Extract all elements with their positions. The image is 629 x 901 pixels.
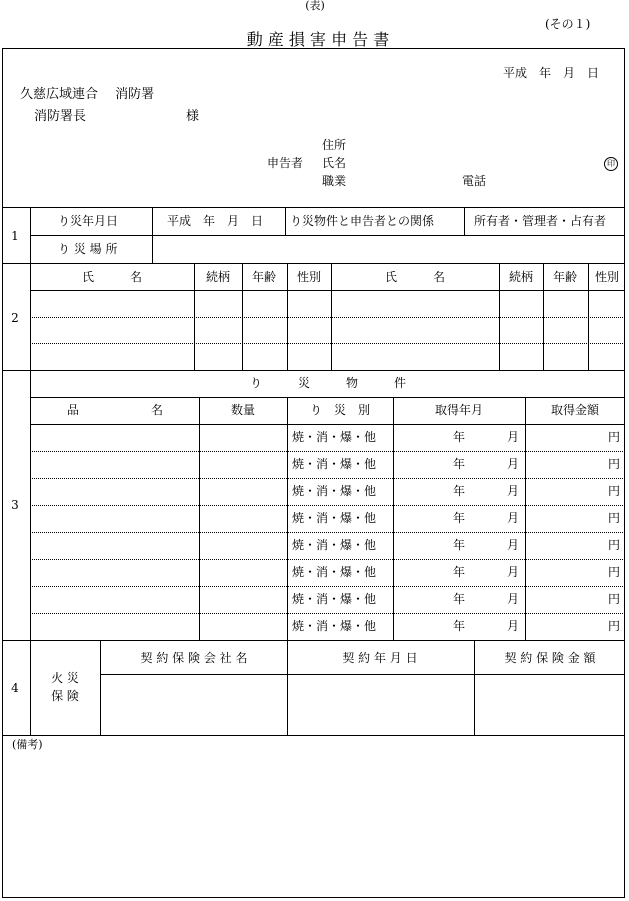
year-unit: 年 [453,619,466,633]
yen-unit: 円 [608,511,621,525]
year-unit: 年 [453,538,466,552]
col-age-1: 年齢 [251,270,277,284]
col-insurer-name: 契 約 保 険 会 社 名 [140,651,248,665]
year-unit: 年 [453,511,466,525]
damage-type-option[interactable]: 焼・消・爆・他 [292,457,377,471]
year-unit: 年 [453,430,466,444]
col-contract-date: 契 約 年 月 日 [342,651,418,665]
col-sex-2: 性別 [594,270,620,284]
divider-section4 [2,735,625,736]
damage-type-option[interactable]: 焼・消・爆・他 [292,511,377,525]
yen-unit: 円 [608,619,621,633]
occupation-label: 職業 [322,174,347,188]
col-quantity: 数量 [230,403,256,417]
month-unit: 月 [507,565,520,579]
month-unit: 月 [507,619,520,633]
month-unit: 月 [507,592,520,606]
declarant-label: 申告者 [267,156,304,170]
disaster-place-label: り 災 場 所 [58,242,118,256]
side-label: (表) [305,0,325,12]
month-unit: 月 [507,511,520,525]
address-label: 住所 [322,138,347,152]
divider-section2 [2,370,625,371]
section-number-2: 2 [11,311,19,325]
col-name-1: 氏 名 [81,270,143,284]
remarks-field[interactable] [6,755,620,893]
addressee-org: 久慈広域連合 消防署 [20,87,155,102]
property-header: り 災 物 件 [249,376,407,390]
disaster-place-field[interactable] [160,240,620,260]
section-number-1: 1 [11,229,19,243]
section-number-3: 3 [11,498,19,512]
submission-date[interactable]: 平成 年 月 日 [503,66,600,80]
section-number-divider [30,207,31,735]
year-unit: 年 [453,457,466,471]
form-title: 動 産 損 害 申 告 書 [246,30,390,49]
month-unit: 月 [507,430,520,444]
honorific: 様 [186,109,200,124]
yen-unit: 円 [608,430,621,444]
phone-label: 電話 [462,174,487,188]
col-insured-amount: 契 約 保 険 金 額 [504,651,596,665]
disaster-date-field[interactable]: 平成 年 月 日 [167,214,264,228]
relationship-options[interactable]: 所有者・管理者・占有者 [474,214,607,228]
col-relation-2: 続柄 [508,270,534,284]
month-unit: 月 [507,484,520,498]
month-unit: 月 [507,457,520,471]
col-item-name: 品 名 [66,403,164,417]
damage-type-option[interactable]: 焼・消・爆・他 [292,484,377,498]
fire-insurance-label-1: 火 災 [51,671,79,685]
damage-type-option[interactable]: 焼・消・爆・他 [292,538,377,552]
col-age-2: 年齢 [552,270,578,284]
damage-type-option[interactable]: 焼・消・爆・他 [292,592,377,606]
relationship-label: り災物件と申告者との関係 [290,214,435,228]
fire-insurance-label-2: 保 険 [51,689,79,703]
divider-section1 [2,263,625,264]
name-label: 氏名 [322,156,347,170]
year-unit: 年 [453,565,466,579]
col-acquired-date: 取得年月 [434,403,484,417]
page-label: (その１) [545,17,591,31]
damage-type-option[interactable]: 焼・消・爆・他 [292,430,377,444]
addressee-title: 消防署長 [34,109,87,124]
year-unit: 年 [453,592,466,606]
damage-type-option[interactable]: 焼・消・爆・他 [292,565,377,579]
yen-unit: 円 [608,484,621,498]
divider-header [2,207,625,208]
col-damage-type: り 災 別 [309,403,371,417]
yen-unit: 円 [608,457,621,471]
col-relation-1: 続柄 [205,270,231,284]
disaster-date-label: り災年月日 [58,214,119,228]
month-unit: 月 [507,538,520,552]
remarks-label: (備考) [12,738,43,751]
col-sex-1: 性別 [296,270,322,284]
section-number-4: 4 [11,681,19,695]
col-acquired-amount: 取得金額 [550,403,600,417]
damage-type-option[interactable]: 焼・消・爆・他 [292,619,377,633]
yen-unit: 円 [608,538,621,552]
divider-section3 [2,640,625,641]
seal-mark: 印 [604,157,618,171]
yen-unit: 円 [608,592,621,606]
col-name-2: 氏 名 [384,270,446,284]
yen-unit: 円 [608,565,621,579]
year-unit: 年 [453,484,466,498]
